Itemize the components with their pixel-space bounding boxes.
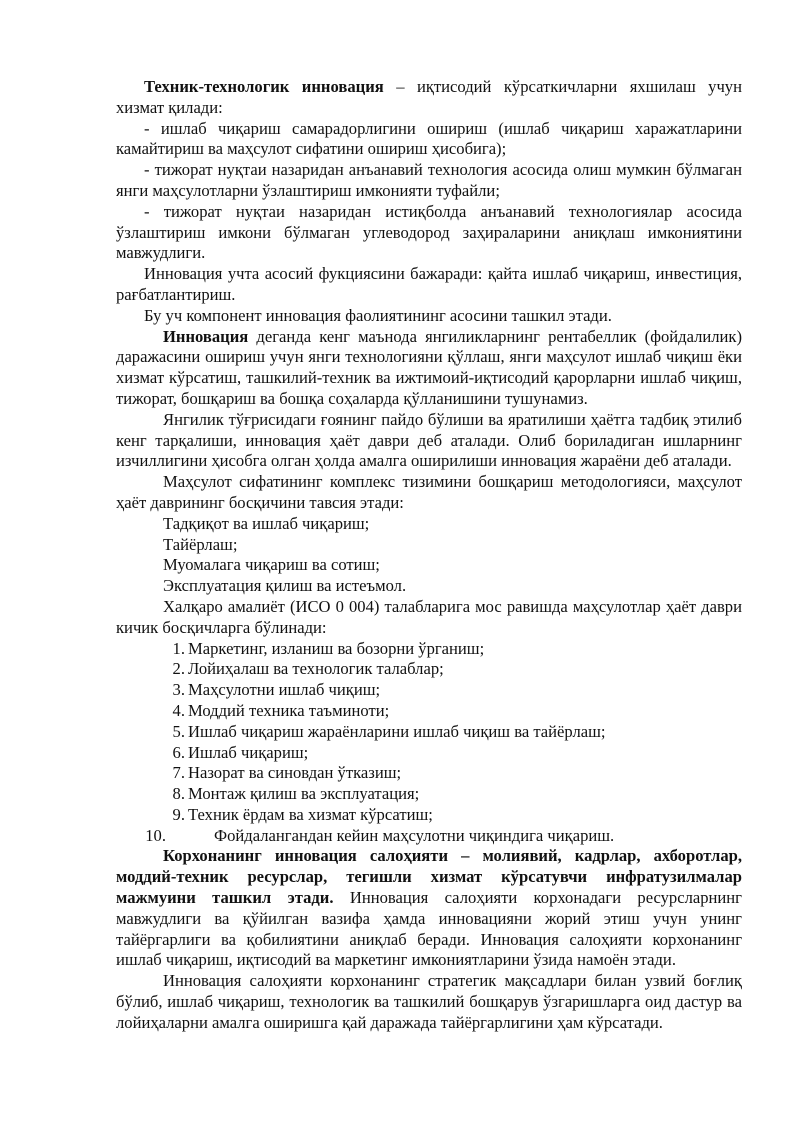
list-text: Монтаж қилиш ва эксплуатация;: [188, 784, 420, 804]
list-number: 8.: [172, 784, 185, 804]
paragraph-technical-innovation: [116, 77, 742, 119]
list-text: Техник ёрдам ва хизмат кўрсатиш;: [188, 804, 433, 824]
paragraph-definition: [116, 327, 742, 410]
paragraph-text: деганда кенг маънода янгиликларнинг рентабеллик (фойдалилик) даражасини ошириш учун янги технологияни қўллаш, янги маҳсулот ишлаб чиқиш ёки хизмат кўрсатиш, ташкилий-техник ва ижтимоий-иқтисодий қарорларни ишлаб чиқиш, тижорат, бошқариш ва бошқа соҳаларда қўлланишини тушунамиз.: [116, 326, 742, 408]
paragraph-components: Бу уч компонент инновация фаолиятининг асосини ташкил этади.: [144, 305, 612, 325]
list-number: 9.: [172, 804, 185, 824]
list-item: [116, 763, 742, 784]
list-text: Ишлаб чиқариш жараёнларини ишлаб чиқиш ва тайёрлаш;: [188, 721, 606, 741]
list-text: Маркетинг, изланиш ва бозорни ўрганиш;: [188, 638, 485, 658]
paragraph-text: – иқтисодий кўрсаткичларни яхшилаш учун хизмат қилади:: [116, 77, 742, 117]
list-number: 6.: [172, 742, 185, 762]
paragraph-iso: Халқаро амалиёт (ИСО 0 004) талабларига мос равишда маҳсулотлар ҳаёт даври кичик босқичларга бўлинади:: [116, 596, 742, 637]
iso-stage-list: [116, 639, 742, 847]
stage-item: Муомалага чиқариш ва сотиш;: [163, 555, 380, 575]
list-text: Моддий техника таъминоти;: [188, 700, 390, 720]
list-item: [116, 805, 742, 826]
bullet-item: - ишлаб чиқариш самарадорлигини ошириш (ишлаб чиқариш харажатларини камайтириш ва маҳсулот сифатини ошириш ҳисобига);: [116, 118, 742, 159]
list-item: [116, 639, 742, 660]
list-text: Лойиҳалаш ва технологик талаблар;: [188, 659, 444, 679]
list-text: Назорат ва синовдан ўтказиш;: [188, 763, 402, 783]
list-item: [116, 701, 742, 722]
list-number: 3.: [172, 680, 185, 700]
list-item: [116, 722, 742, 743]
list-number: 4.: [172, 700, 185, 720]
term-technical-innovation: Техник-технологик инновация: [144, 77, 384, 96]
list-number: 7.: [172, 763, 185, 783]
bullet-item: - тижорат нуқтаи назаридан анъанавий технология асосида олиш мумкин бўлмаган янги маҳсулотларни ўзлаштириш имконияти туфайли;: [116, 160, 742, 200]
paragraph-functions: Инновация учта асосий фукциясини бажаради: қайта ишлаб чиқариш, инвестиция, рағбатлантириш.: [116, 264, 742, 304]
list-item: [116, 659, 742, 680]
list-text: Ишлаб чиқариш;: [188, 742, 309, 762]
list-item: [116, 784, 742, 805]
paragraph-methodology: Маҳсулот сифатининг комплекс тизимини бошқариш методологияси, маҳсулот ҳаёт даврининг босқичини тавсия этади:: [116, 472, 742, 512]
list-text: Фойдалангандан кейин маҳсулотни чиқиндига чиқариш.: [214, 825, 615, 845]
paragraph-text: Инновация салоҳияти корхонадаги ресурсларнинг мавжудлиги ва қўйилган вазифа ҳамда инновацияни жорий этиш учун унинг тайёргарлиги ва қобилиятини аниқлаб беради. Инновация салоҳияти корхонанинг ишлаб чиқариш, иқтисодий ва маркетинг имкониятларини ўзида намоён этади.: [116, 888, 742, 970]
list-number: 5.: [172, 721, 185, 741]
paragraph-strategy: Инновация салоҳияти корхонанинг стратегик мақсадлари билан узвий боғлиқ бўлиб, ишлаб чиқариш, технологик ва ташкилий бошқарув ўзгаришларга оид дастур ва лойиҳаларни амалга оширишга қай даражада тайёргарлигини ҳам кўрсатади.: [116, 971, 742, 1032]
list-number: 1.: [172, 638, 185, 658]
list-item: [116, 826, 742, 847]
term-innovation-potential: Корхонанинг инновация салоҳияти – молиявий, кадрлар, ахборотлар, моддий-техник ресурслар, тегишли хизмат кўрсатувчи инфратузилмалар мажмуини ташкил этади.: [116, 846, 742, 908]
paragraph-potential: [116, 846, 742, 971]
list-item: [116, 680, 742, 701]
list-number: 10.: [145, 825, 166, 845]
list-item: [116, 743, 742, 764]
stage-item: Тадқиқот ва ишлаб чиқариш;: [163, 513, 370, 533]
term-innovation: Инновация: [163, 326, 249, 346]
list-number: 2.: [172, 659, 185, 679]
stage-item: Эксплуатация қилиш ва истеъмол.: [163, 576, 407, 596]
list-text: Маҳсулотни ишлаб чиқиш;: [188, 680, 381, 700]
bullet-item: - тижорат нуқтаи назаридан истиқболда анъанавий технологиялар асосида ўзлаштириш имкони бўлмаган углеводород заҳираларини аниқлаш имкониятини мавжудлиги.: [116, 201, 742, 263]
stage-item: Тайёрлаш;: [163, 534, 238, 554]
paragraph-novelty: Янгилик тўғрисидаги ғоянинг пайдо бўлиши ва яратилиши ҳаётга тадбиқ этилиб кенг тарқалиши, инновация ҳаёт даври деб аталади. Олиб бориладиган ишларнинг изчиллигини ҳисобга олган ҳолда амалга оширилиши инновация жараёни деб аталади.: [116, 409, 742, 471]
